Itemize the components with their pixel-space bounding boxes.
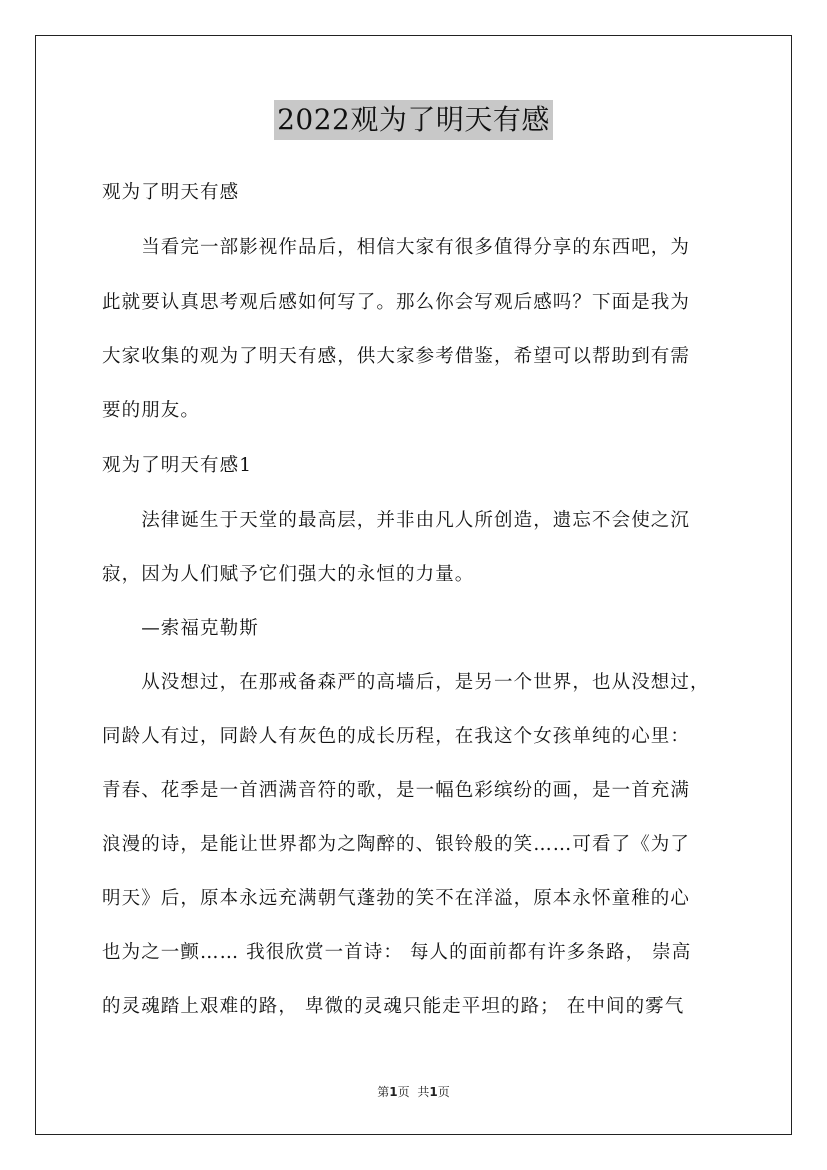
page-suffix: 页	[397, 1085, 410, 1099]
page-number: 1	[389, 1085, 398, 1099]
paragraph-line: 青春、花季是一首洒满音符的歌，是一幅色彩缤纷的画，是一首充满	[102, 780, 691, 801]
subtitle-line: 观为了明天有感	[102, 182, 240, 203]
title-container	[0, 100, 827, 140]
total-prefix: 共	[417, 1085, 430, 1099]
paragraph-line: 当看完一部影视作品后，相信大家有很多值得分享的东西吧，为	[102, 237, 691, 258]
paragraph-line: 浪漫的诗，是能让世界都为之陶醉的、银铃般的笑……可看了《为了	[102, 834, 691, 855]
paragraph-line: 此就要认真思考观后感如何写了。那么你会写观后感吗？下面是我为	[102, 292, 691, 313]
paragraph-line: 从没想过，在那戒备森严的高墙后，是另一个世界，也从没想过，	[102, 672, 710, 693]
paragraph-line: 也为之一颤…… 我很欣赏一首诗： 每人的面前都有许多条路， 崇高	[102, 942, 692, 963]
paragraph-line: 同龄人有过，同龄人有灰色的成长历程，在我这个女孩单纯的心里：	[102, 726, 691, 747]
paragraph-line: 要的朋友。	[102, 400, 201, 421]
page-prefix: 第	[377, 1085, 390, 1099]
paragraph-line: 大家收集的观为了明天有感，供大家参考借鉴，希望可以帮助到有需	[102, 346, 691, 367]
total-pages: 1	[429, 1085, 438, 1099]
section-heading: 观为了明天有感1	[102, 455, 253, 476]
paragraph-line: 法律诞生于天堂的最高层，并非由凡人所创造，遗忘不会使之沉	[102, 510, 691, 531]
quote-attribution: —索福克勒斯	[102, 618, 259, 639]
paragraph-line: 寂，因为人们赋予它们强大的永恒的力量。	[102, 564, 475, 585]
paragraph-line: 的灵魂踏上艰难的路， 卑微的灵魂只能走平坦的路； 在中间的雾气	[102, 996, 685, 1017]
document-title: 2022观为了明天有感	[274, 100, 553, 140]
total-suffix: 页	[437, 1085, 450, 1099]
paragraph-line: 明天》后，原本永远充满朝气蓬勃的笑不在洋溢，原本永怀童稚的心	[102, 888, 691, 909]
page-footer	[0, 1083, 827, 1100]
